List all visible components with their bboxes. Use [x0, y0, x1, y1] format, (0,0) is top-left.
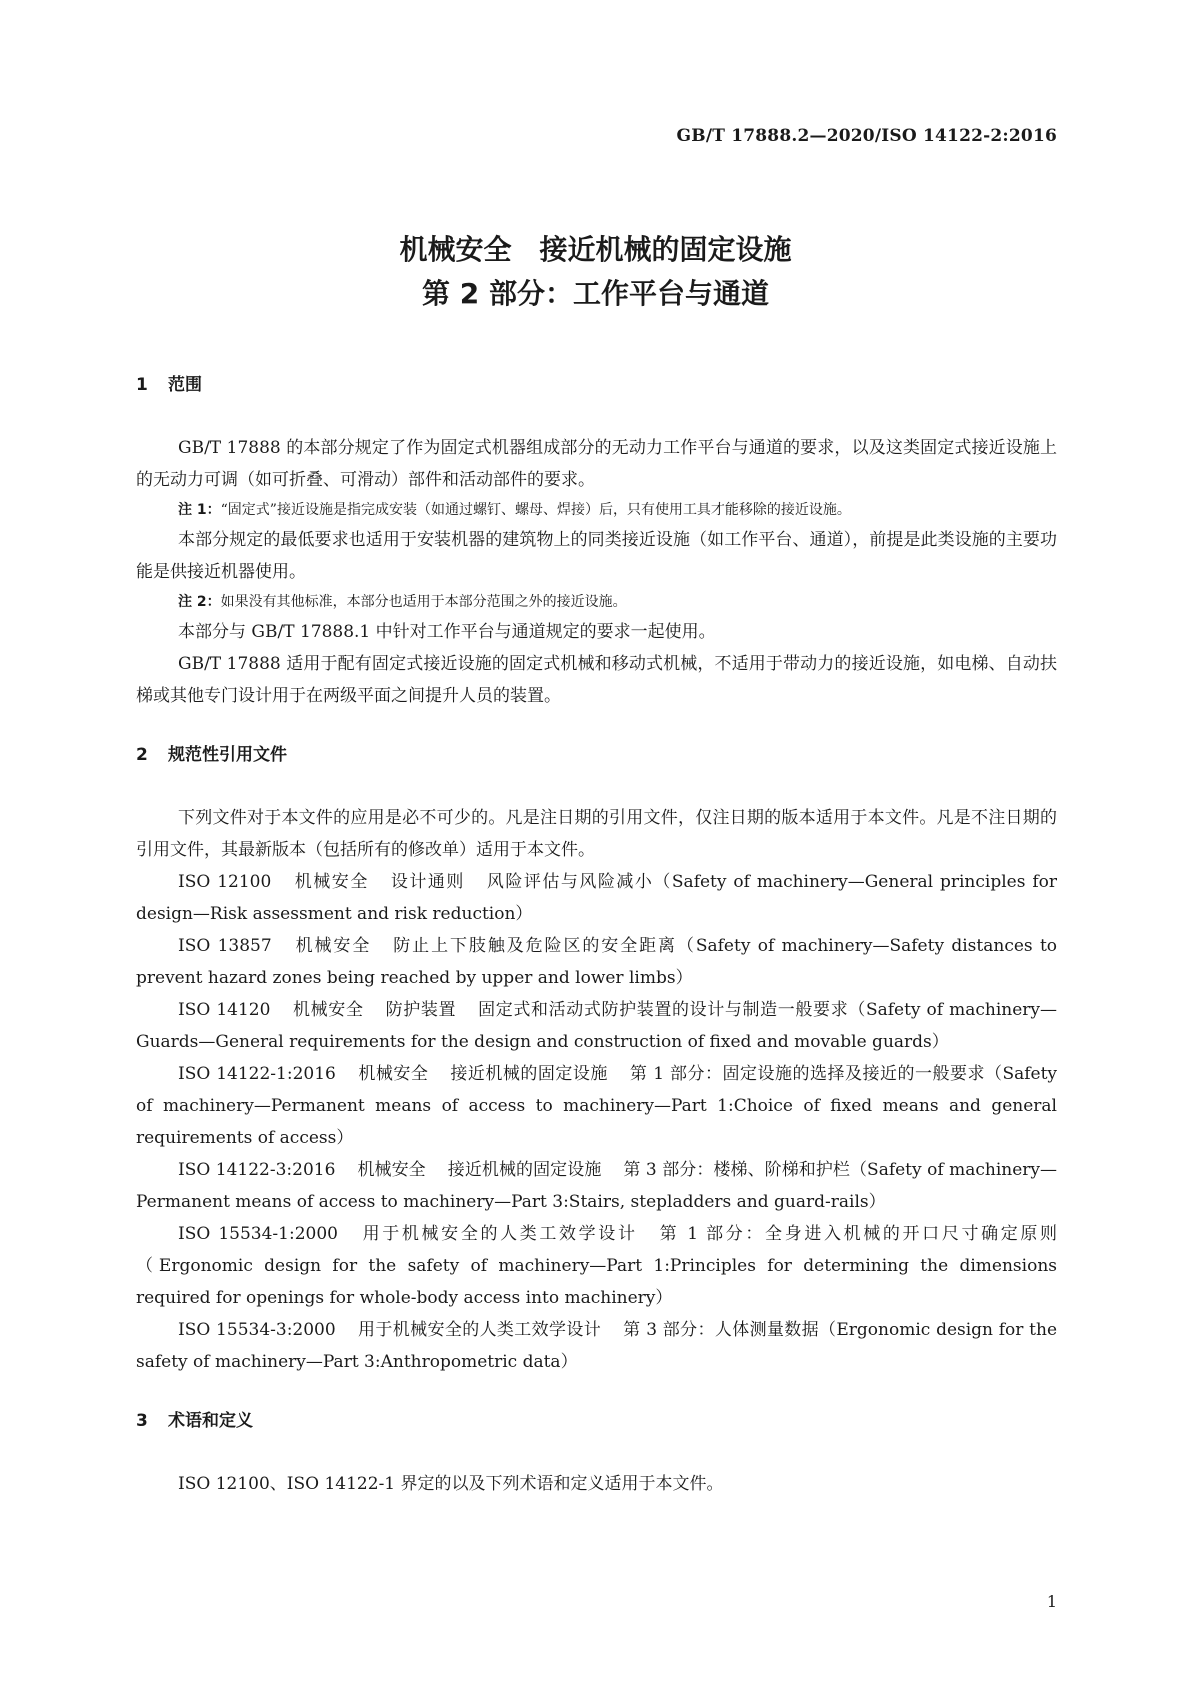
ref-title-part: 第 3 部分：人体测量数据	[623, 1320, 820, 1340]
terms-paragraph: ISO 12100、ISO 14122-1 界定的以及下列术语和定义适用于本文件。	[178, 1474, 724, 1494]
ref-code: ISO 14122-1:2016	[178, 1064, 336, 1084]
ref-code: ISO 15534-1:2000	[178, 1224, 338, 1244]
title-line-2: 第 2 部分：工作平台与通道	[422, 277, 769, 310]
ref-english-title: （Safety of machinery—Permanent means of access to machinery—Part 1:Choice of fixed means and general requirements of access）	[136, 1064, 1058, 1148]
reference-entry	[136, 866, 1057, 930]
ref-title-part: 接近机械的固定设施	[447, 1160, 602, 1180]
reference-entry	[136, 1314, 1057, 1378]
ref-title-part: 第 1 部分：全身进入机械的开口尺寸确定原则	[659, 1224, 1058, 1244]
ref-title-part: 机械安全	[357, 1064, 429, 1084]
note-text: “固定式”接近设施是指完成安装（如通过螺钉、螺母、焊接）后，只有使用工具才能移除的接近设施。	[220, 502, 851, 518]
normative-intro: 下列文件对于本文件的应用是必不可少的。凡是注日期的引用文件，仅注日期的版本适用于本文件。凡是不注日期的引用文件，其最新版本（包括所有的修改单）适用于本文件。	[136, 808, 1057, 860]
ref-title-part: 防止上下肢触及危险区的安全距离	[393, 936, 677, 956]
scope-paragraph-4: GB/T 17888 适用于配有固定式接近设施的固定式机械和移动式机械，不适用于带动力的接近设施，如电梯、自动扶梯或其他专门设计用于在两级平面之间提升人员的装置。	[136, 654, 1057, 706]
ref-title-part: 接近机械的固定设施	[450, 1064, 608, 1084]
document-body	[136, 372, 1057, 1500]
ref-english-title: （Safety of machinery—Guards—General requirements for the design and construction of fixed and movable guards）	[136, 1000, 1058, 1052]
ref-title-part: 风险评估与风险减小	[486, 872, 654, 892]
note-text: 如果没有其他标准，本部分也适用于本部分范围之外的接近设施。	[220, 594, 627, 610]
ref-title-part: 设计通则	[390, 872, 465, 892]
ref-title-part: 用于机械安全的人类工效学设计	[357, 1320, 602, 1340]
ref-title-part: 防护装置	[385, 1000, 457, 1020]
page-number: 1	[1046, 1592, 1057, 1611]
scope-paragraph-1: GB/T 17888 的本部分规定了作为固定式机器组成部分的无动力工作平台与通道的要求，以及这类固定式接近设施上的无动力可调（如可折叠、可滑动）部件和活动部件的要求。	[136, 438, 1057, 490]
ref-english-title: （Ergonomic design for the safety of machinery—Part 1:Principles for determining the dimensions required for openings for whole-body access into machinery）	[136, 1256, 1057, 1308]
ref-english-title: （Ergonomic design for the safety of machinery—Part 3:Anthropometric data）	[136, 1320, 1058, 1372]
section-title: 术语和定义	[168, 1411, 253, 1431]
ref-code: ISO 12100	[178, 872, 272, 892]
ref-title-part: 机械安全	[293, 872, 369, 892]
reference-entry	[136, 1154, 1057, 1218]
section-title: 范围	[168, 375, 202, 395]
reference-entry	[136, 1218, 1057, 1314]
note-label: 注 1：	[178, 502, 221, 518]
ref-english-title: （Safety of machinery—Permanent means of access to machinery—Part 3:Stairs, stepladders and guard-rails）	[136, 1160, 1057, 1212]
section-2-heading	[136, 742, 1057, 768]
section-number: 1	[136, 375, 148, 395]
document-title	[0, 228, 1191, 316]
ref-code: ISO 14120	[178, 1000, 271, 1020]
section-title: 规范性引用文件	[168, 745, 287, 765]
note-2	[136, 588, 1057, 616]
reference-entry	[136, 930, 1057, 994]
scope-paragraph-3: 本部分与 GB/T 17888.1 中针对工作平台与通道规定的要求一起使用。	[178, 622, 716, 642]
section-number: 2	[136, 745, 148, 765]
ref-title-part: 机械安全	[293, 936, 372, 956]
ref-english-title: （Safety of machinery—General principles for design—Risk assessment and risk reduction）	[136, 872, 1058, 924]
standard-code: GB/T 17888.2—2020/ISO 14122-2:2016	[676, 126, 1057, 146]
scope-paragraph-2: 本部分规定的最低要求也适用于安装机器的建筑物上的同类接近设施（如工作平台、通道），前提是此类设施的主要功能是供接近机器使用。	[136, 530, 1057, 582]
ref-title-part: 机械安全	[292, 1000, 364, 1020]
note-1	[136, 496, 1057, 524]
reference-entry	[136, 994, 1057, 1058]
section-3-heading	[136, 1408, 1057, 1434]
ref-title-part: 机械安全	[357, 1160, 426, 1180]
title-line-1: 机械安全 接近机械的固定设施	[399, 233, 792, 266]
ref-title-part: 第 1 部分：固定设施的选择及接近的一般要求	[629, 1064, 985, 1084]
ref-title-part: 第 3 部分：楼梯、阶梯和护栏	[623, 1160, 850, 1180]
ref-title-part: 用于机械安全的人类工效学设计	[359, 1224, 638, 1244]
reference-entry	[136, 1058, 1057, 1154]
ref-title-part: 固定式和活动式防护装置的设计与制造一般要求	[478, 1000, 849, 1020]
section-1-heading	[136, 372, 1057, 398]
note-label: 注 2：	[178, 594, 221, 610]
ref-code: ISO 14122-3:2016	[178, 1160, 336, 1180]
ref-code: ISO 15534-3:2000	[178, 1320, 336, 1340]
section-number: 3	[136, 1411, 148, 1431]
ref-code: ISO 13857	[178, 936, 272, 956]
ref-english-title: （Safety of machinery—Safety distances to prevent hazard zones being reached by upper and lower limbs）	[136, 936, 1058, 988]
